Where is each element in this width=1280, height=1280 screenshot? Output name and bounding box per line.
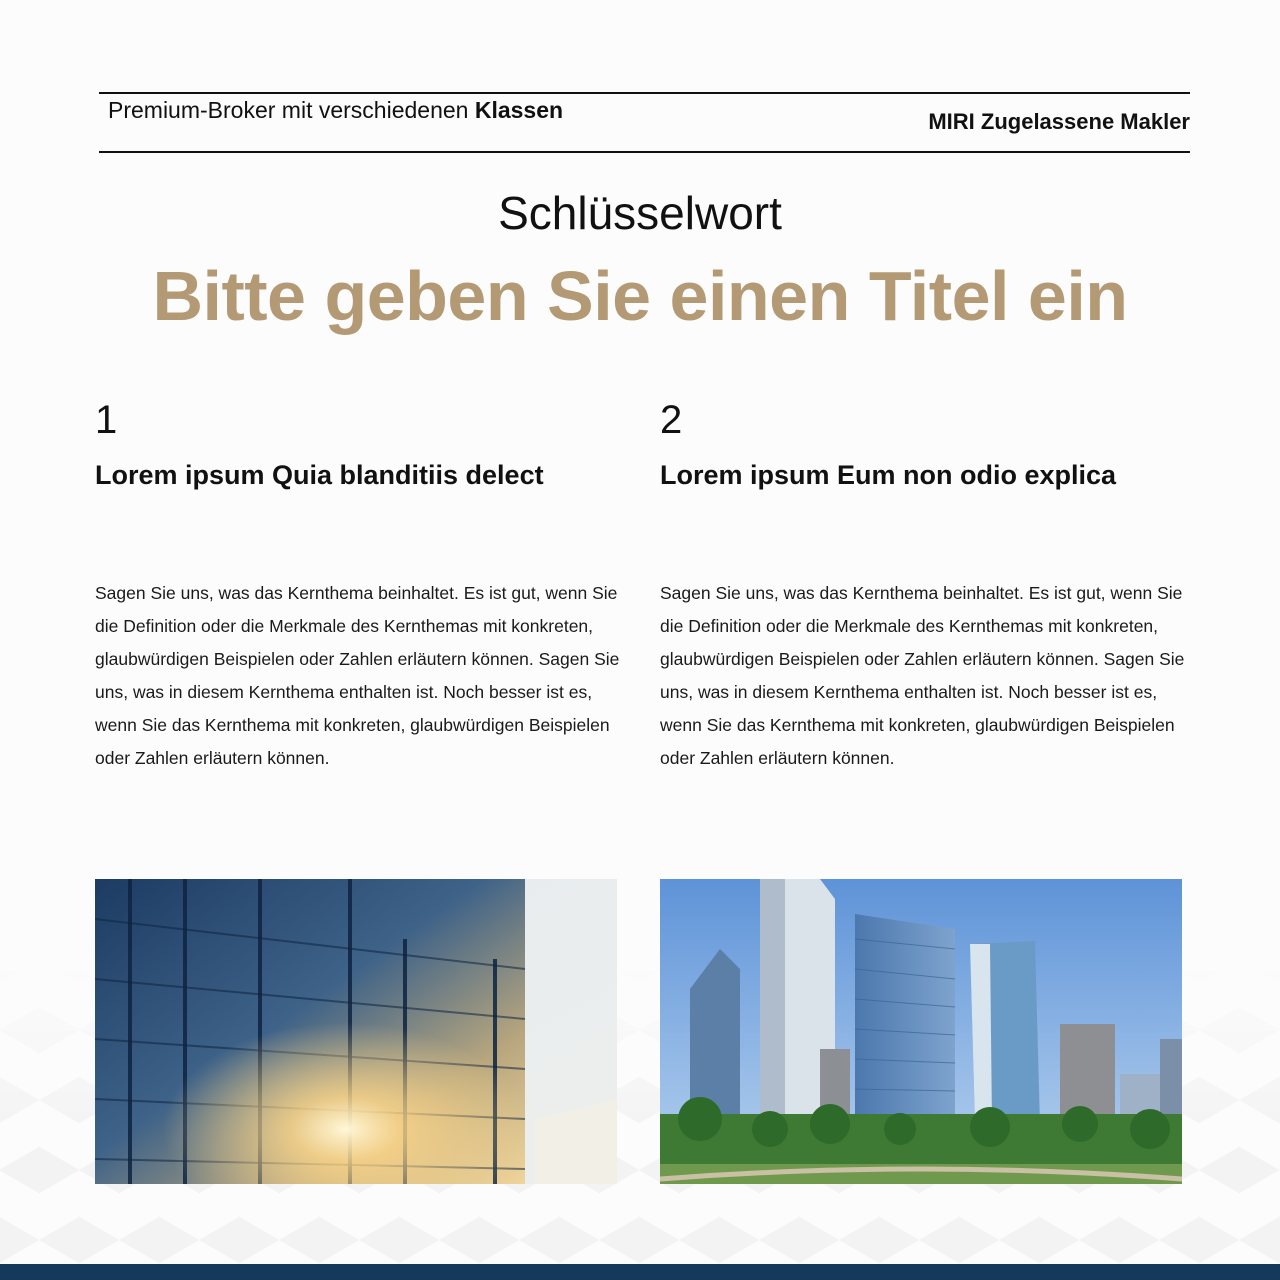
header-bar: [99, 92, 1190, 153]
city-skyline-photo: [660, 879, 1182, 1184]
header-brand: MIRI Zugelassene Makler: [928, 109, 1190, 134]
header-tagline-bold: Klassen: [474, 97, 564, 123]
glass-building-photo: [95, 879, 617, 1184]
column-number: 1: [95, 398, 118, 442]
page-title: Bitte geben Sie einen Titel ein: [152, 257, 1128, 335]
column-heading: Lorem ipsum Eum non odio explica: [660, 460, 1117, 490]
header-tagline: [108, 96, 588, 124]
keyword-label: Schlüsselwort: [498, 187, 782, 239]
column-body-text: Sagen Sie uns, was das Kernthema beinhaltet. Es ist gut, wenn Sie die Definition oder die Merkmale des Kernthemas mit konkreten, glaubwürdigen Beispielen oder Zahlen erläutern können. Sagen Sie uns, was in diesem Kernthema enthalten ist. Noch besser ist es, wenn Sie das Kernthema mit konkreten, glaubwürdigen Beispielen oder Zahlen erläutern können.: [95, 583, 620, 768]
column-1: [95, 395, 625, 768]
column-heading: Lorem ipsum Quia blanditiis delect: [95, 460, 544, 490]
column-body-text: Sagen Sie uns, was das Kernthema beinhaltet. Es ist gut, wenn Sie die Definition oder die Merkmale des Kernthemas mit konkreten, glaubwürdigen Beispielen oder Zahlen erläutern können. Sagen Sie uns, was in diesem Kernthema enthalten ist. Noch besser ist es, wenn Sie das Kernthema mit konkreten, glaubwürdigen Beispielen oder Zahlen erläutern können.: [660, 583, 1185, 768]
column-2: [660, 395, 1190, 768]
column-number: 2: [660, 398, 683, 442]
footer-bar: [0, 1264, 1280, 1280]
header-tagline-text: Premium-Broker mit verschiedenen: [108, 97, 475, 123]
